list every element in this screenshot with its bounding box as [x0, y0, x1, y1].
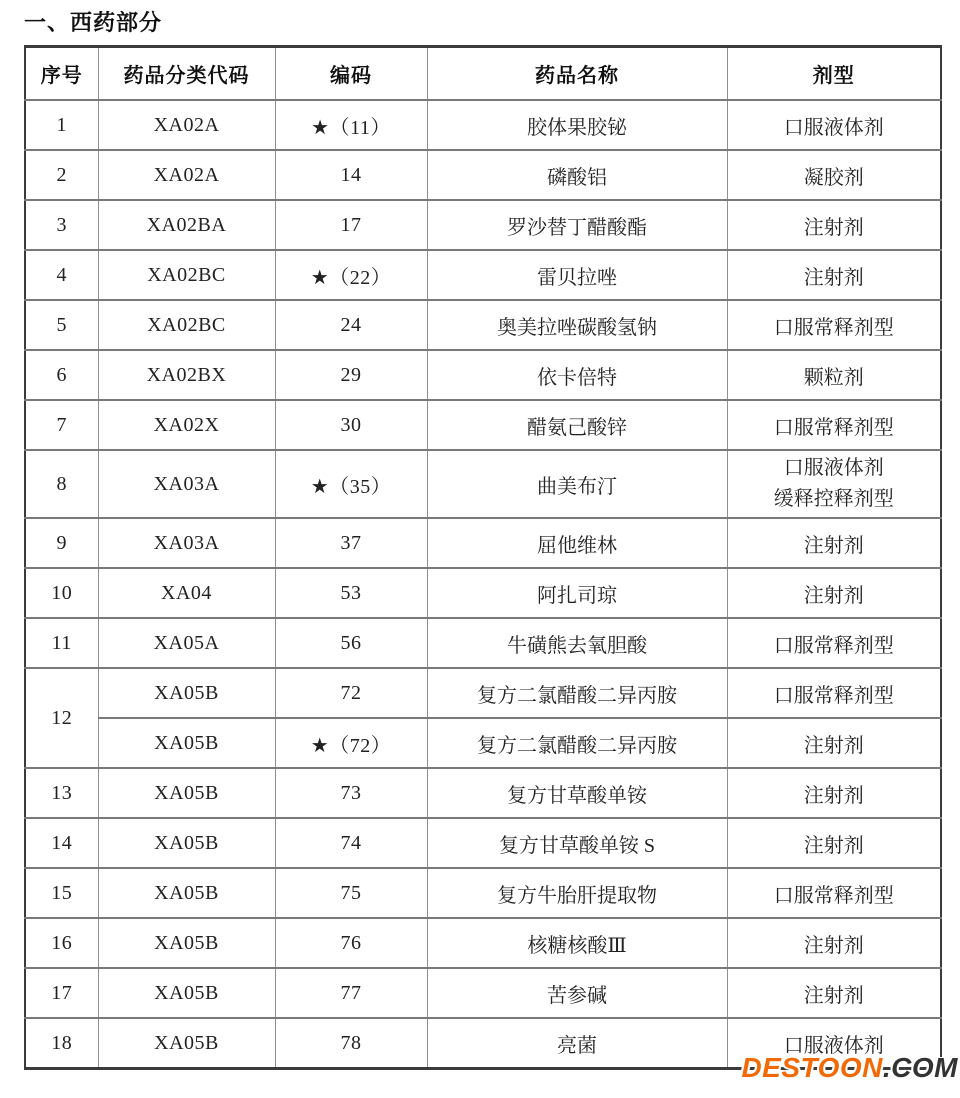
cell-no: 17	[25, 968, 98, 1018]
table-row	[25, 718, 941, 768]
cell-class-code: XA02BA	[98, 200, 275, 250]
cell-class-code: XA03A	[98, 518, 275, 568]
header-no: 序号	[25, 47, 98, 101]
table-row	[25, 518, 941, 568]
table-row	[25, 618, 941, 668]
cell-name: 牛磺熊去氧胆酸	[427, 618, 727, 668]
cell-class-code: XA05B	[98, 1018, 275, 1069]
cell-form: 口服常释剂型	[727, 618, 941, 668]
cell-name: 苦参碱	[427, 968, 727, 1018]
cell-code: 77	[275, 968, 427, 1018]
cell-form: 凝胶剂	[727, 150, 941, 200]
cell-code: 75	[275, 868, 427, 918]
drug-table-body	[25, 100, 941, 1069]
cell-name: 阿扎司琼	[427, 568, 727, 618]
cell-class-code: XA05B	[98, 868, 275, 918]
cell-no: 2	[25, 150, 98, 200]
cell-class-code: XA05B	[98, 918, 275, 968]
form-line: 口服液体剂	[783, 457, 884, 479]
cell-name: 胶体果胶铋	[427, 100, 727, 150]
header-class-code: 药品分类代码	[98, 47, 275, 101]
cell-name: 曲美布汀	[427, 450, 727, 518]
table-row	[25, 968, 941, 1018]
cell-no: 10	[25, 568, 98, 618]
cell-code: ★（22）	[275, 250, 427, 300]
cell-form: 口服常释剂型	[727, 668, 941, 718]
cell-class-code: XA05B	[98, 718, 275, 768]
cell-class-code: XA02BX	[98, 350, 275, 400]
cell-class-code: XA05B	[98, 968, 275, 1018]
cell-no: 7	[25, 400, 98, 450]
cell-code: 30	[275, 400, 427, 450]
cell-name: 复方甘草酸单铵	[427, 768, 727, 818]
cell-class-code: XA02X	[98, 400, 275, 450]
cell-no: 14	[25, 818, 98, 868]
cell-form	[727, 450, 941, 518]
cell-code: 72	[275, 668, 427, 718]
cell-form: 口服常释剂型	[727, 400, 941, 450]
header-form: 剂型	[727, 47, 941, 101]
cell-code: 24	[275, 300, 427, 350]
cell-code: 14	[275, 150, 427, 200]
table-row	[25, 818, 941, 868]
cell-code: 29	[275, 350, 427, 400]
cell-form: 注射剂	[727, 818, 941, 868]
cell-name: 依卡倍特	[427, 350, 727, 400]
cell-name: 罗沙替丁醋酸酯	[427, 200, 727, 250]
cell-form: 口服液体剂	[727, 100, 941, 150]
cell-no: 15	[25, 868, 98, 918]
cell-code: 56	[275, 618, 427, 668]
cell-form: 注射剂	[727, 250, 941, 300]
cell-no: 12	[25, 668, 98, 768]
table-row	[25, 668, 941, 718]
table-row	[25, 150, 941, 200]
table-row	[25, 400, 941, 450]
cell-code: ★（72）	[275, 718, 427, 768]
cell-name: 雷贝拉唑	[427, 250, 727, 300]
cell-class-code: XA02A	[98, 150, 275, 200]
cell-no: 11	[25, 618, 98, 668]
cell-no: 3	[25, 200, 98, 250]
table-row	[25, 450, 941, 518]
cell-code: 74	[275, 818, 427, 868]
cell-form: 注射剂	[727, 718, 941, 768]
table-row	[25, 350, 941, 400]
cell-no: 9	[25, 518, 98, 568]
table-row	[25, 868, 941, 918]
cell-no: 4	[25, 250, 98, 300]
cell-class-code: XA02BC	[98, 250, 275, 300]
header-name: 药品名称	[427, 47, 727, 101]
cell-form: 注射剂	[727, 918, 941, 968]
cell-name: 复方牛胎肝提取物	[427, 868, 727, 918]
cell-form: 注射剂	[727, 968, 941, 1018]
table-row	[25, 568, 941, 618]
cell-name: 磷酸铝	[427, 150, 727, 200]
cell-form: 注射剂	[727, 568, 941, 618]
form-line: 缓释控释剂型	[773, 488, 894, 510]
table-row	[25, 918, 941, 968]
cell-form: 颗粒剂	[727, 350, 941, 400]
cell-name: 复方甘草酸单铵 S	[427, 818, 727, 868]
cell-form: 口服液体剂	[727, 1018, 941, 1069]
cell-code: ★（11）	[275, 100, 427, 150]
cell-name: 屈他维林	[427, 518, 727, 568]
cell-code: 73	[275, 768, 427, 818]
cell-code: ★（35）	[275, 450, 427, 518]
cell-form: 口服常释剂型	[727, 300, 941, 350]
cell-class-code: XA02BC	[98, 300, 275, 350]
cell-code: 17	[275, 200, 427, 250]
drug-table	[24, 45, 942, 1070]
cell-form: 口服常释剂型	[727, 868, 941, 918]
table-row	[25, 300, 941, 350]
watermark-logo-main: DESTOON	[741, 1052, 883, 1083]
cell-code: 37	[275, 518, 427, 568]
cell-class-code: XA05A	[98, 618, 275, 668]
cell-name: 奥美拉唑碳酸氢钠	[427, 300, 727, 350]
cell-code: 53	[275, 568, 427, 618]
cell-no: 5	[25, 300, 98, 350]
header-row	[25, 47, 941, 101]
cell-name: 亮菌	[427, 1018, 727, 1069]
cell-class-code: XA02A	[98, 100, 275, 150]
cell-form: 注射剂	[727, 200, 941, 250]
cell-class-code: XA05B	[98, 818, 275, 868]
cell-no: 1	[25, 100, 98, 150]
cell-class-code: XA03A	[98, 450, 275, 518]
cell-no: 16	[25, 918, 98, 968]
cell-name: 复方二氯醋酸二异丙胺	[427, 668, 727, 718]
cell-code: 78	[275, 1018, 427, 1069]
table-row	[25, 100, 941, 150]
page-title: 一、西药部分	[24, 10, 163, 35]
cell-name: 核糖核酸Ⅲ	[427, 918, 727, 968]
cell-class-code: XA04	[98, 568, 275, 618]
cell-class-code: XA05B	[98, 768, 275, 818]
watermark-logo-suffix: .COM	[882, 1052, 958, 1083]
table-row	[25, 200, 941, 250]
cell-no: 8	[25, 450, 98, 518]
header-code: 编码	[275, 47, 427, 101]
cell-no: 18	[25, 1018, 98, 1069]
cell-no: 13	[25, 768, 98, 818]
cell-name: 复方二氯醋酸二异丙胺	[427, 718, 727, 768]
table-row	[25, 250, 941, 300]
cell-no: 6	[25, 350, 98, 400]
cell-class-code: XA05B	[98, 668, 275, 718]
watermark-logo	[741, 1052, 958, 1084]
cell-name: 醋氨己酸锌	[427, 400, 727, 450]
cell-form: 注射剂	[727, 518, 941, 568]
cell-form: 注射剂	[727, 768, 941, 818]
cell-code: 76	[275, 918, 427, 968]
table-row	[25, 768, 941, 818]
